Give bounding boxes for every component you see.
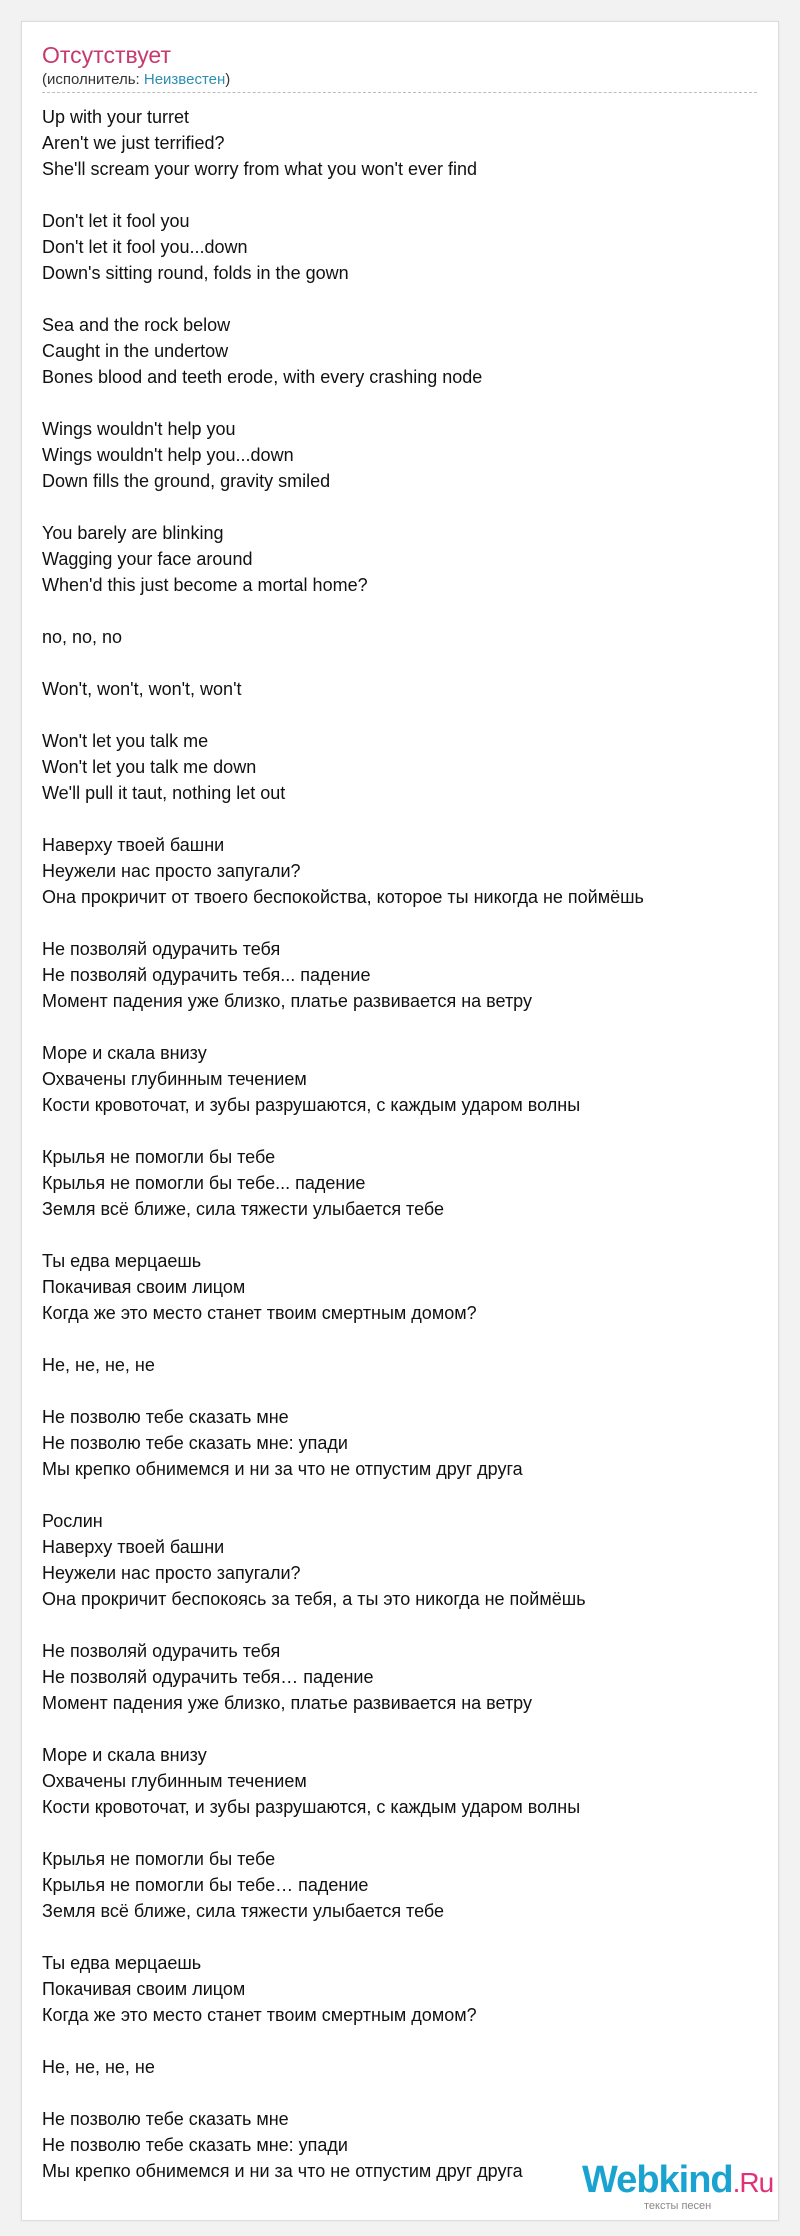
lyric-stanza <box>42 1404 757 1482</box>
lyric-line: Наверху твоей башни <box>42 835 225 855</box>
lyric-stanza <box>42 2054 757 2080</box>
lyric-stanza <box>42 416 757 494</box>
lyric-line: Wings wouldn't help you <box>42 419 236 439</box>
lyric-stanza <box>42 1950 757 2028</box>
lyric-line: Покачивая своим лицом <box>42 1277 246 1297</box>
artist-suffix: ) <box>225 71 231 88</box>
lyric-line: Земля всё ближе, сила тяжести улыбается тебе <box>42 1199 445 1219</box>
lyric-line: Охвачены глубинным течением <box>42 1069 307 1089</box>
song-title: Отсутствует <box>42 42 171 68</box>
lyric-line: She'll scream your worry from what you won't ever find <box>42 159 478 179</box>
lyric-stanza <box>42 1144 757 1222</box>
lyric-line: Не позволю тебе сказать мне: упади <box>42 2135 348 2155</box>
logo-ru-text: .Ru <box>732 2167 774 2198</box>
lyric-line: Она прокричит беспокоясь за тебя, а ты это никогда не поймёшь <box>42 1589 586 1609</box>
lyric-line: Up with your turret <box>42 107 190 127</box>
lyric-line: We'll pull it taut, nothing let out <box>42 783 286 803</box>
lyric-line: Don't let it fool you <box>42 211 190 231</box>
lyric-line: Won't let you talk me down <box>42 757 257 777</box>
lyric-line: Don't let it fool you...down <box>42 237 248 257</box>
logo-wordmark <box>582 2160 773 2203</box>
lyric-line: Не, не, не, не <box>42 2057 155 2077</box>
lyric-line: Wings wouldn't help you...down <box>42 445 294 465</box>
lyric-line: When'd this just become a mortal home? <box>42 575 368 595</box>
lyric-line: Она прокричит от твоего беспокойства, которое ты никогда не поймёшь <box>42 887 644 907</box>
lyrics-body <box>42 104 757 2210</box>
lyric-line: Sea and the rock below <box>42 315 231 335</box>
lyric-line: Земля всё ближе, сила тяжести улыбается тебе <box>42 1901 445 1921</box>
lyric-line: Не позволю тебе сказать мне <box>42 1407 289 1427</box>
lyric-stanza <box>42 520 757 598</box>
artist-link[interactable]: Неизвестен <box>143 71 226 88</box>
lyric-stanza <box>42 1742 757 1820</box>
lyric-line: Ты едва мерцаешь <box>42 1251 202 1271</box>
lyric-line: Крылья не помогли бы тебе… падение <box>42 1875 369 1895</box>
lyric-line: Кости кровоточат, и зубы разрушаются, с каждым ударом волны <box>42 1095 581 1115</box>
lyric-line: Момент падения уже близко, платье развивается на ветру <box>42 1693 532 1713</box>
site-logo[interactable] <box>582 2150 782 2220</box>
lyric-line: Море и скала внизу <box>42 1745 207 1765</box>
logo-web-text: Webkind <box>582 2159 733 2201</box>
lyric-line: Покачивая своим лицом <box>42 1979 246 1999</box>
lyric-line: Мы крепко обнимемся и ни за что не отпустим друг друга <box>42 2161 523 2181</box>
lyric-line: Крылья не помогли бы тебе <box>42 1147 276 1167</box>
lyric-stanza <box>42 1508 757 1612</box>
lyric-stanza <box>42 312 757 390</box>
artist-prefix: (исполнитель: <box>42 71 144 88</box>
lyric-stanza <box>42 104 757 182</box>
lyric-stanza <box>42 728 757 806</box>
lyric-line: Море и скала внизу <box>42 1043 207 1063</box>
lyric-line: Не позволю тебе сказать мне: упади <box>42 1433 348 1453</box>
lyric-line: Крылья не помогли бы тебе <box>42 1849 276 1869</box>
lyric-stanza <box>42 936 757 1014</box>
lyric-line: Bones blood and teeth erode, with every crashing node <box>42 367 483 387</box>
lyric-line: Won't, won't, won't, won't <box>42 679 242 699</box>
lyric-line: Охвачены глубинным течением <box>42 1771 307 1791</box>
lyric-line: Ты едва мерцаешь <box>42 1953 202 1973</box>
lyric-line: Aren't we just terrified? <box>42 133 225 153</box>
lyric-line: Не, не, не, не <box>42 1355 155 1375</box>
lyric-stanza <box>42 1040 757 1118</box>
lyric-line: Когда же это место станет твоим смертным домом? <box>42 2005 477 2025</box>
content-card <box>21 21 779 2221</box>
lyric-line: Неужели нас просто запугали? <box>42 861 301 881</box>
lyric-line: Мы крепко обнимемся и ни за что не отпустим друг друга <box>42 1459 523 1479</box>
lyric-stanza <box>42 1352 757 1378</box>
lyric-stanza <box>42 1248 757 1326</box>
lyric-line: Когда же это место станет твоим смертным домом? <box>42 1303 477 1323</box>
lyric-line: Не позволяй одурачить тебя... падение <box>42 965 371 985</box>
lyric-line: Момент падения уже близко, платье развивается на ветру <box>42 991 532 1011</box>
lyric-stanza <box>42 624 757 650</box>
lyric-line: Caught in the undertow <box>42 341 229 361</box>
lyric-line: You barely are blinking <box>42 523 224 543</box>
lyric-line: Не позволяй одурачить тебя… падение <box>42 1667 374 1687</box>
lyric-stanza <box>42 1638 757 1716</box>
lyric-line: Не позволю тебе сказать мне <box>42 2109 289 2129</box>
lyric-stanza <box>42 208 757 286</box>
lyric-line: Рослин <box>42 1511 103 1531</box>
lyric-line: Won't let you talk me <box>42 731 209 751</box>
lyric-line: Не позволяй одурачить тебя <box>42 1641 281 1661</box>
artist-line <box>42 71 757 93</box>
lyric-line: Down fills the ground, gravity smiled <box>42 471 331 491</box>
lyric-line: Наверху твоей башни <box>42 1537 225 1557</box>
lyric-line: Крылья не помогли бы тебе... падение <box>42 1173 366 1193</box>
lyric-line: Неужели нас просто запугали? <box>42 1563 301 1583</box>
lyric-line: Down's sitting round, folds in the gown <box>42 263 349 283</box>
logo-subtitle: тексты песен <box>644 2200 712 2212</box>
lyric-line: no, no, no <box>42 627 123 647</box>
lyric-line: Не позволяй одурачить тебя <box>42 939 281 959</box>
lyric-stanza <box>42 676 757 702</box>
lyric-line: Кости кровоточат, и зубы разрушаются, с каждым ударом волны <box>42 1797 581 1817</box>
lyric-stanza <box>42 832 757 910</box>
lyric-stanza <box>42 1846 757 1924</box>
lyric-line: Wagging your face around <box>42 549 253 569</box>
